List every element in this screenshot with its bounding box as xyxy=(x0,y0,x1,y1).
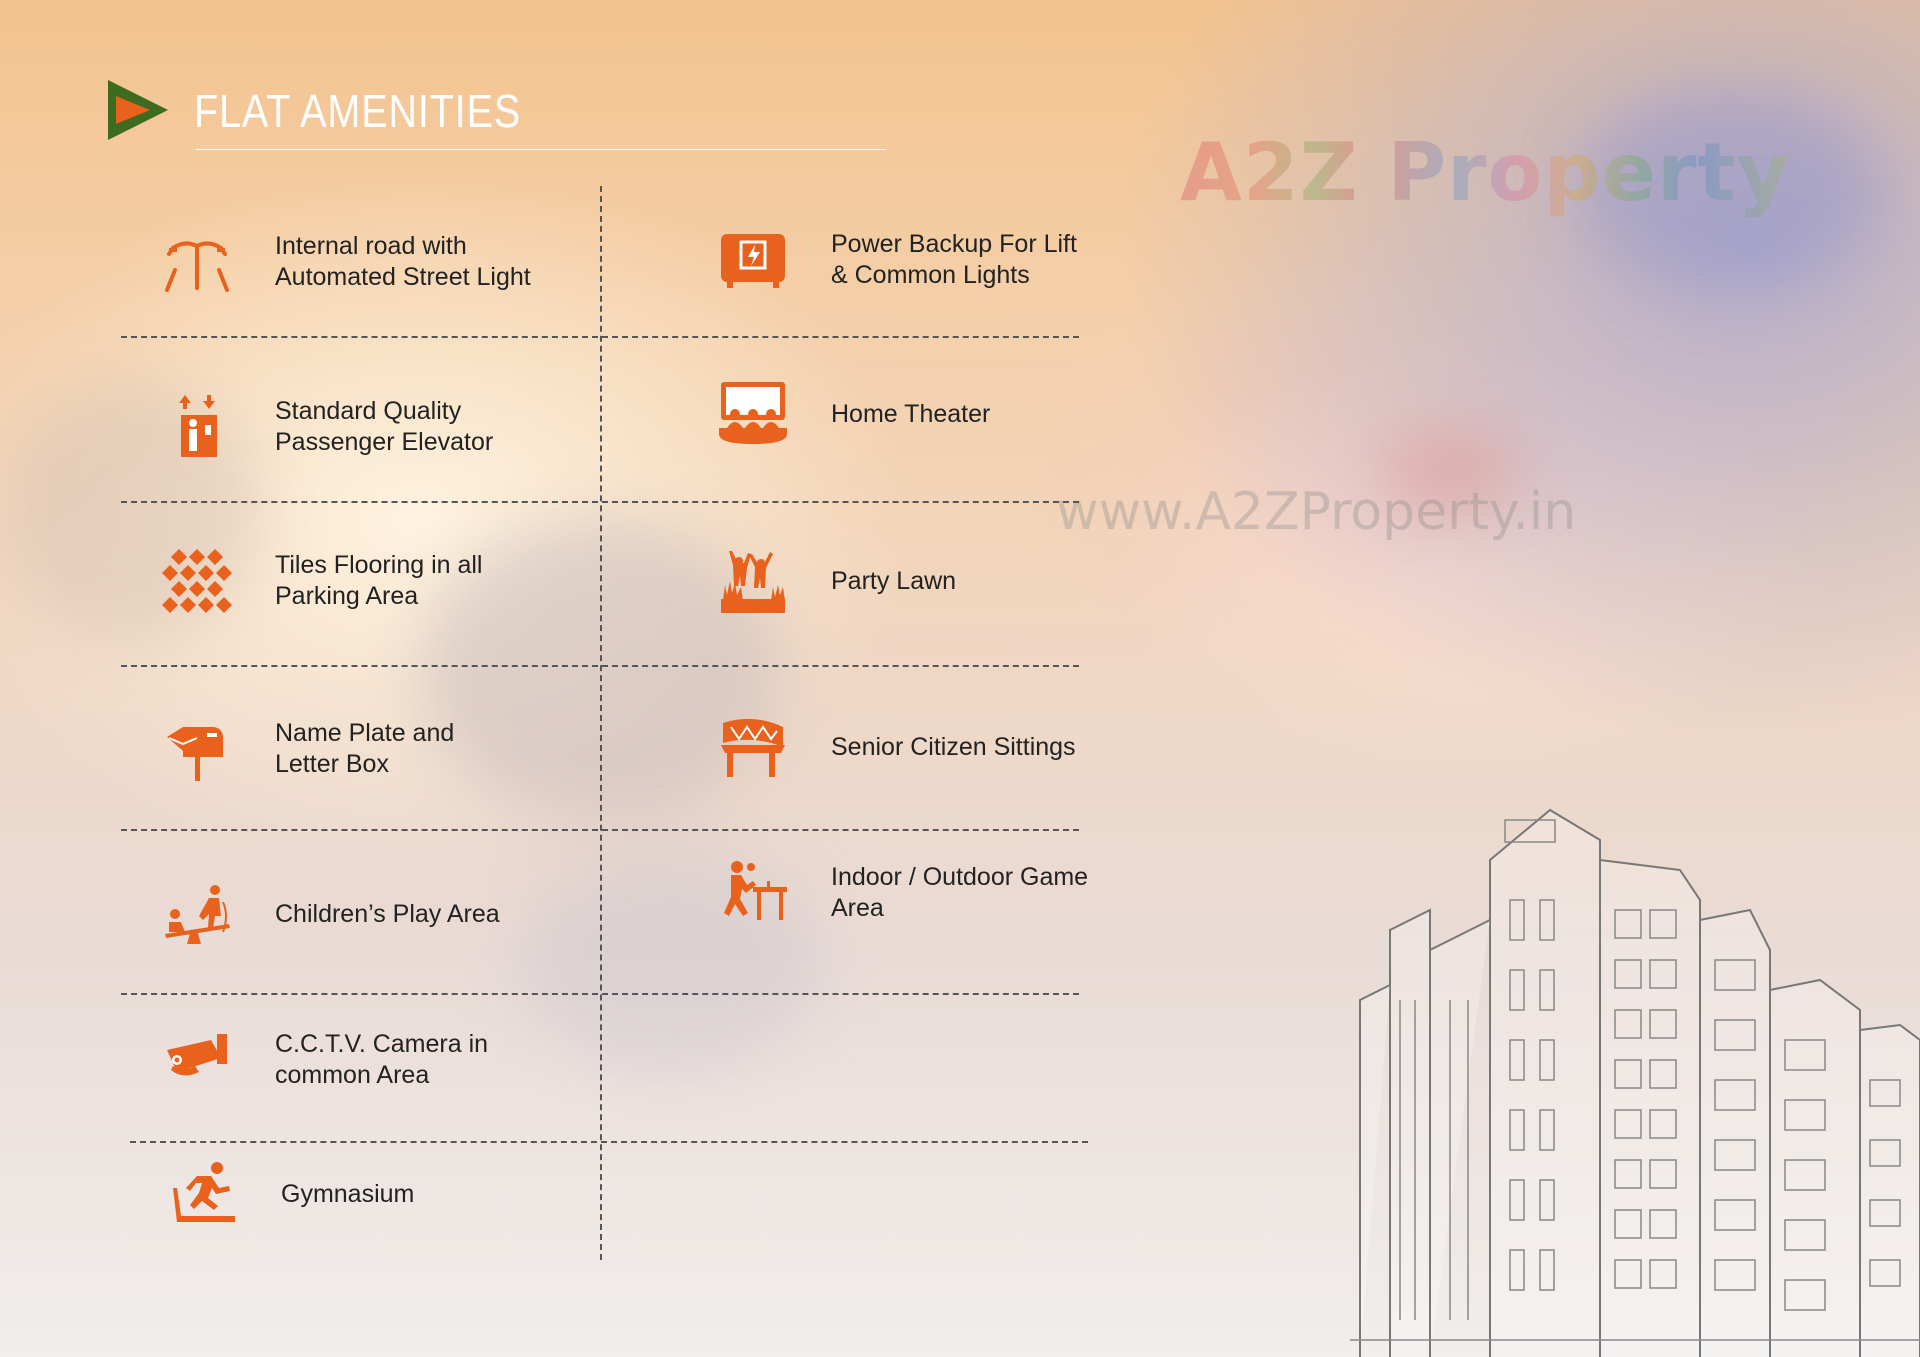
cctv-camera-icon xyxy=(157,1020,237,1100)
amenity-letter-box xyxy=(157,709,454,789)
amenity-tiles xyxy=(157,541,482,621)
amenity-elevator xyxy=(157,387,493,467)
row-divider xyxy=(121,665,1079,667)
row-divider xyxy=(121,993,1079,995)
title-underline xyxy=(196,149,886,150)
amenity-label: C.C.T.V. Camera in common Area xyxy=(275,1030,489,1089)
amenity-label: Name Plate and Letter Box xyxy=(275,719,455,778)
watermark-url: www.A2ZProperty.in xyxy=(1056,482,1577,542)
amenity-label: Internal road with Automated Street Light xyxy=(275,232,531,291)
amenity-home-theater xyxy=(713,374,990,454)
row-divider xyxy=(121,336,1079,338)
amenity-game-area xyxy=(713,853,1088,933)
column-divider xyxy=(600,186,602,1260)
home-theater-icon xyxy=(713,374,793,454)
amenity-street-light xyxy=(157,222,531,302)
play-icon xyxy=(106,78,170,142)
amenity-label: Home Theater xyxy=(831,399,991,428)
amenity-party-lawn xyxy=(713,541,956,621)
amenity-label: Gymnasium xyxy=(281,1179,415,1208)
amenity-label: Indoor / Outdoor Game Area xyxy=(831,863,1089,922)
amenity-label: Tiles Flooring in all Parking Area xyxy=(275,551,483,610)
elevator-icon xyxy=(157,387,237,467)
row-divider xyxy=(121,829,1079,831)
play-area-icon xyxy=(157,874,237,954)
watermark-logo: A2Z Property xyxy=(1180,126,1790,219)
page-title: FLAT AMENITIES xyxy=(194,85,522,137)
row-divider xyxy=(121,501,1079,503)
amenity-gymnasium xyxy=(163,1154,414,1234)
letter-box-icon xyxy=(157,709,237,789)
amenity-label: Power Backup For Lift & Common Lights xyxy=(831,230,1077,289)
building-sketch-image xyxy=(1350,800,1920,1357)
table-tennis-icon xyxy=(713,853,793,933)
power-backup-icon xyxy=(713,220,793,300)
row-divider xyxy=(130,1141,1088,1143)
gymnasium-icon xyxy=(163,1154,243,1234)
amenity-senior-citizen xyxy=(713,707,1076,787)
amenity-label: Senior Citizen Sittings xyxy=(831,732,1076,761)
street-light-icon xyxy=(157,222,237,302)
senior-citizen-bench-icon xyxy=(713,707,793,787)
amenity-play-area xyxy=(157,874,500,954)
tiles-icon xyxy=(157,541,237,621)
amenity-cctv xyxy=(157,1020,488,1100)
amenity-label: Party Lawn xyxy=(831,566,957,595)
party-lawn-icon xyxy=(713,541,793,621)
amenity-label: Standard Quality Passenger Elevator xyxy=(275,397,494,456)
amenity-label: Children’s Play Area xyxy=(275,899,500,928)
amenity-power-backup xyxy=(713,220,1077,300)
